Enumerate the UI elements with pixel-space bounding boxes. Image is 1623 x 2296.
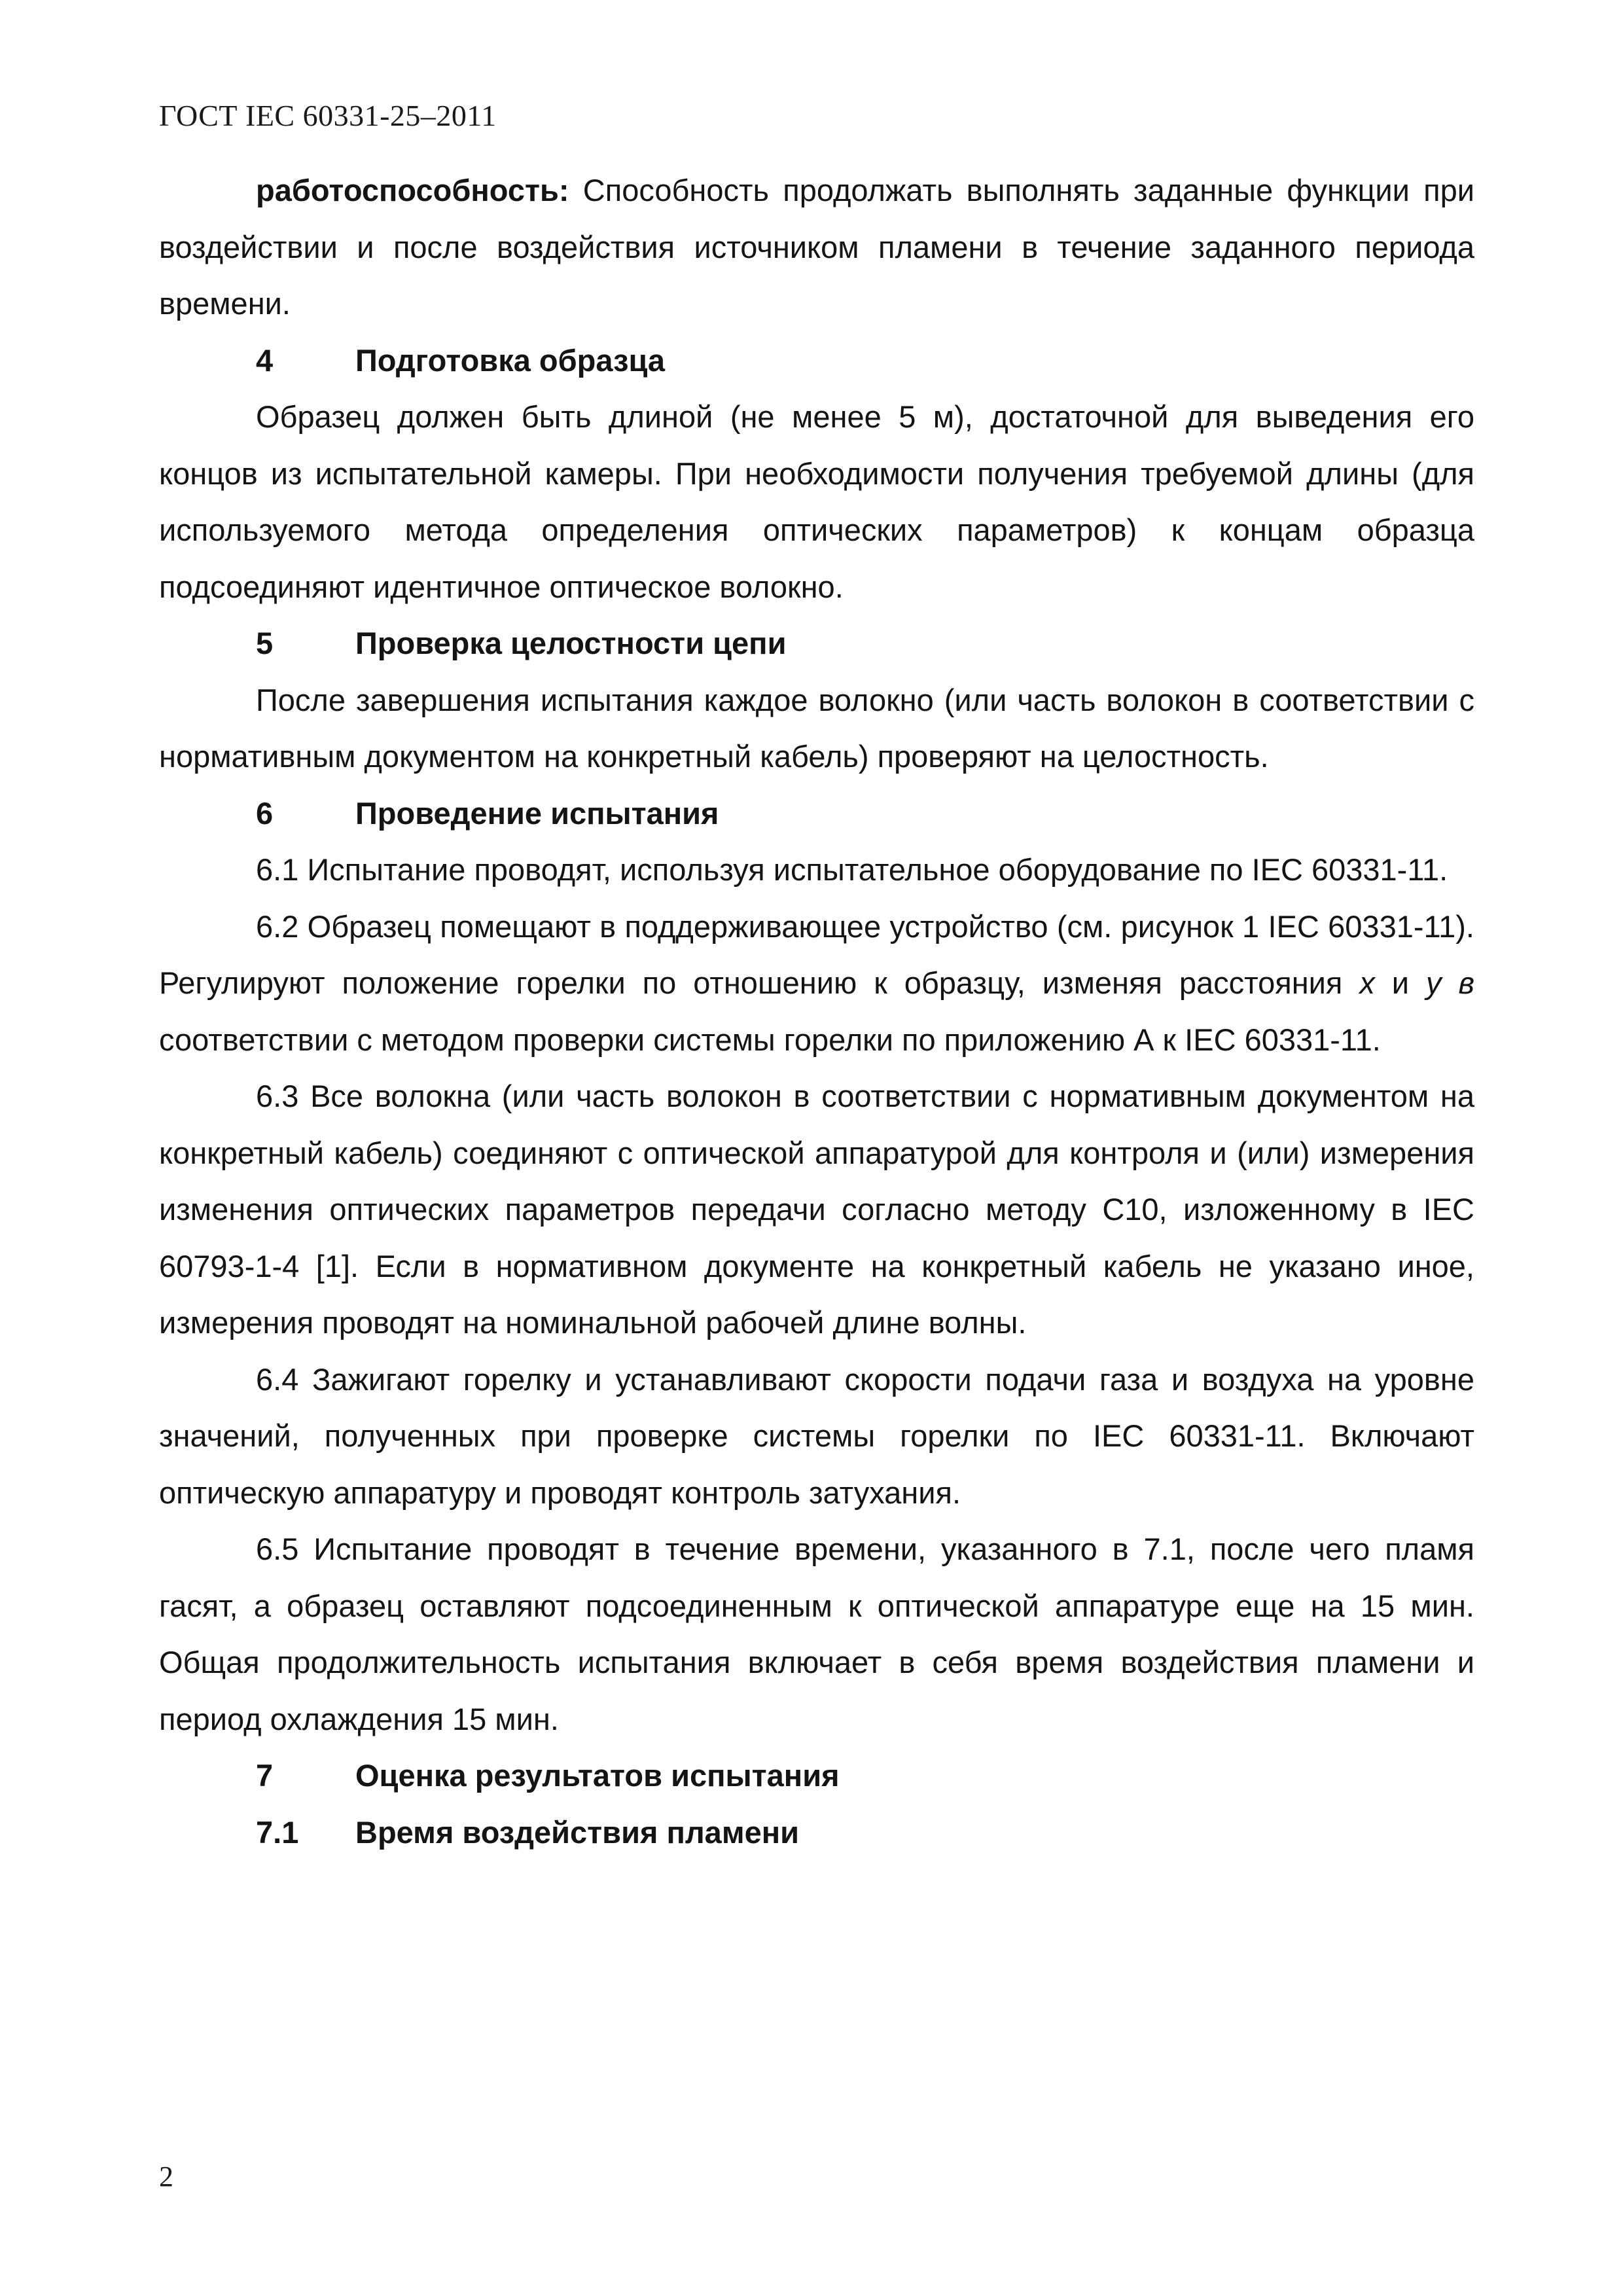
clause-6-4: 6.4 Зажигают горелку и устанавливают скорости подачи газа и воздуха на уровне значений, полученных при проверке системы горелки по IEC 60331-11. Включают оптическую аппаратуру и проводят контроль затухания. xyxy=(159,1361,1474,1510)
subsection-number: 7.1 xyxy=(256,1814,299,1850)
clause-6-2-text-b: соответствии с методом проверки системы горелки по приложению А к IEC 60331-11. xyxy=(159,1022,1381,1057)
clause-6-3: 6.3 Все волокна (или часть волокон в соответствии с нормативным документом на конкретный кабель) соединяют с оптической аппаратурой для контроля и (или) измерения изменения оптических параметров передачи согласно методу С10, изложенному в IEC 60793-1-4 [1]. Если в нормативном документе на конкретный кабель не указано иное, измерения проводят на номинальной рабочей длине волны. xyxy=(159,1079,1474,1340)
definition-text: Способность продолжать выполнять заданные функции при воздействии и после воздействия источником пламени в течение заданного периода времени. xyxy=(159,173,1474,321)
clause-6-5: 6.5 Испытание проводят в течение времени, указанного в 7.1, после чего пламя гасят, а образец оставляют подсоединенным к оптической аппаратуре еще на 15 мин. Общая продолжительность испытания включает в себя время воздействия пламени и период охлаждения 15 мин. xyxy=(159,1532,1474,1736)
section-4-paragraph: Образец должен быть длиной (не менее 5 м), достаточной для выведения его концов из испытательной камеры. При необходимости получения требуемой длины (для используемого метода определения оптических параметров) к концам образца подсоединяют идентичное оптическое волокно. xyxy=(159,399,1474,604)
page-number: 2 xyxy=(159,2161,173,2193)
section-number: 4 xyxy=(256,342,274,378)
definition-paragraph xyxy=(159,162,1474,332)
section-5-paragraph: После завершения испытания каждое волокно (или часть волокон в соответствии с нормативным документом на конкретный кабель) проверяют на целостность. xyxy=(159,682,1474,774)
variable-x: x xyxy=(1359,965,1375,1000)
section-title: Оценка результатов испытания xyxy=(355,1758,840,1793)
section-heading-7 xyxy=(159,1748,1474,1804)
variable-y: у в xyxy=(1426,965,1474,1000)
section-heading-6 xyxy=(159,785,1474,842)
section-number: 6 xyxy=(256,795,274,831)
section-title: Проведение испытания xyxy=(355,795,719,831)
clause-6-2 xyxy=(159,899,1474,1069)
subsection-title: Время воздействия пламени xyxy=(355,1814,800,1850)
subsection-heading-7-1 xyxy=(159,1804,1474,1861)
clause-6-2-text-a: 6.2 Образец помещают в поддерживающее устройство (см. рисунок 1 IEC 60331-11). Регулируют положение горелки по отношению к образцу, изменяя расстояния xyxy=(159,908,1474,1000)
document-body xyxy=(159,162,1474,1861)
clause-6-2-conj: и xyxy=(1374,965,1427,1000)
section-title: Подготовка образца xyxy=(355,342,666,378)
section-number: 5 xyxy=(256,626,274,660)
section-heading-4 xyxy=(159,332,1474,389)
document-code-header: ГОСТ IEC 60331-25–2011 xyxy=(159,99,497,132)
section-heading-5 xyxy=(159,615,1474,672)
section-number: 7 xyxy=(256,1758,274,1793)
section-title: Проверка целостности цепи xyxy=(355,626,787,660)
clause-6-1: 6.1 Испытание проводят, используя испытательное оборудование по IEC 60331-11. xyxy=(256,852,1448,887)
definition-term: работоспособность: xyxy=(256,173,569,207)
